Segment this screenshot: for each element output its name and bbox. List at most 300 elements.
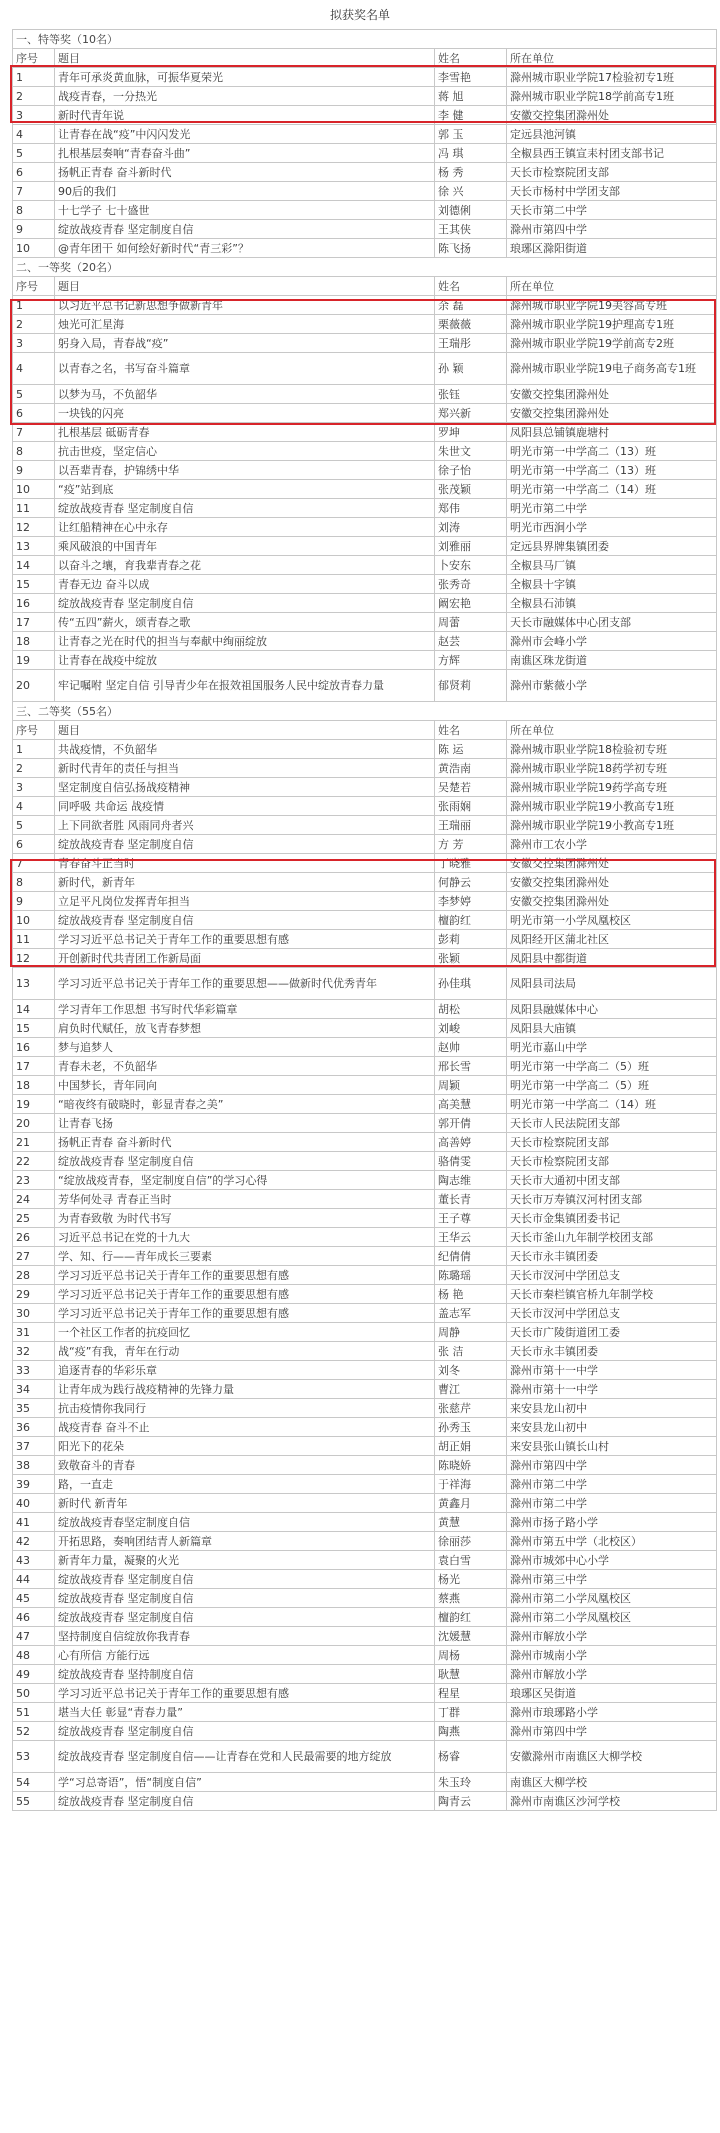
row-seq: 46 <box>13 1608 55 1627</box>
row-name: 纪倩倩 <box>435 1247 507 1266</box>
row-seq: 41 <box>13 1513 55 1532</box>
table-row <box>13 1038 717 1057</box>
table-row <box>13 461 717 480</box>
row-name: 郑兴新 <box>435 404 507 423</box>
row-name: 张颖 <box>435 949 507 968</box>
table-row <box>13 182 717 201</box>
section-heading: 一、特等奖（10名） <box>13 30 717 49</box>
row-seq: 26 <box>13 1228 55 1247</box>
row-unit: 滁州市第二中学 <box>507 1494 717 1513</box>
row-unit: 全椒县十字镇 <box>507 575 717 594</box>
row-name: 胡松 <box>435 1000 507 1019</box>
row-title: 新时代青年说 <box>55 106 435 125</box>
row-title: 一个社区工作者的抗疫回忆 <box>55 1323 435 1342</box>
table-row <box>13 1095 717 1114</box>
row-unit: 天长市釜山九年制学校团支部 <box>507 1228 717 1247</box>
row-seq: 5 <box>13 816 55 835</box>
row-seq: 16 <box>13 1038 55 1057</box>
row-unit: 滁州市第二中学 <box>507 1475 717 1494</box>
row-title: 扎根基层 砥砺青春 <box>55 423 435 442</box>
row-unit: 滁州城市职业学院19小教高专1班 <box>507 797 717 816</box>
row-title: 新时代 新青年 <box>55 1494 435 1513</box>
section-heading-row <box>13 30 717 49</box>
row-title: 绽放战疫青春 坚持制度自信 <box>55 1665 435 1684</box>
row-unit: 天长市金集镇团委书记 <box>507 1209 717 1228</box>
row-seq: 4 <box>13 125 55 144</box>
row-seq: 2 <box>13 315 55 334</box>
row-seq: 24 <box>13 1190 55 1209</box>
row-name: 胡正娟 <box>435 1437 507 1456</box>
row-seq: 9 <box>13 892 55 911</box>
row-title: 让青春在战“疫”中闪闪发光 <box>55 125 435 144</box>
row-seq: 14 <box>13 1000 55 1019</box>
row-name: 郑伟 <box>435 499 507 518</box>
table-row <box>13 385 717 404</box>
row-title: 绽放战疫青春 坚定制度自信 <box>55 1152 435 1171</box>
section-heading: 二、一等奖（20名） <box>13 258 717 277</box>
row-seq: 49 <box>13 1665 55 1684</box>
row-name: 盖志军 <box>435 1304 507 1323</box>
row-seq: 8 <box>13 201 55 220</box>
header-name: 姓名 <box>435 721 507 740</box>
row-unit: 天长市第二中学 <box>507 201 717 220</box>
row-seq: 2 <box>13 759 55 778</box>
row-seq: 51 <box>13 1703 55 1722</box>
row-seq: 8 <box>13 442 55 461</box>
row-title: “疫”站到底 <box>55 480 435 499</box>
table-row <box>13 1475 717 1494</box>
row-title: 新青年力量，凝聚的火光 <box>55 1551 435 1570</box>
row-seq: 3 <box>13 334 55 353</box>
row-seq: 45 <box>13 1589 55 1608</box>
row-title: 战疫青春 奋斗不止 <box>55 1418 435 1437</box>
row-title: 绽放战疫青春坚定制度自信 <box>55 1513 435 1532</box>
header-title: 题目 <box>55 721 435 740</box>
row-name: 陈 运 <box>435 740 507 759</box>
row-seq: 42 <box>13 1532 55 1551</box>
row-title: 让青年成为践行战疫精神的先锋力量 <box>55 1380 435 1399</box>
header-title: 题目 <box>55 277 435 296</box>
row-title: 开拓思路，奏响团结青人新篇章 <box>55 1532 435 1551</box>
row-name: 曹江 <box>435 1380 507 1399</box>
row-title: 同呼吸 共命运 战疫情 <box>55 797 435 816</box>
row-unit: 滁州市南谯区沙河学校 <box>507 1792 717 1811</box>
table-header-row <box>13 49 717 68</box>
row-name: 陈璐瑶 <box>435 1266 507 1285</box>
row-title: 以奋斗之壤，育我辈青春之花 <box>55 556 435 575</box>
table-row <box>13 1570 717 1589</box>
row-unit: 滁州市城郊中心小学 <box>507 1551 717 1570</box>
row-title: 绽放战疫青春 坚定制度自信——让青春在党和人民最需要的地方绽放 <box>55 1741 435 1773</box>
row-seq: 5 <box>13 144 55 163</box>
row-unit: 天长市秦栏镇官桥九年制学校 <box>507 1285 717 1304</box>
row-seq: 27 <box>13 1247 55 1266</box>
header-name: 姓名 <box>435 49 507 68</box>
row-title: 躬身入局，青春战“疫” <box>55 334 435 353</box>
row-name: 郁贤莉 <box>435 670 507 702</box>
row-seq: 17 <box>13 1057 55 1076</box>
row-seq: 5 <box>13 385 55 404</box>
row-name: 彭莉 <box>435 930 507 949</box>
table-row <box>13 1190 717 1209</box>
row-title: 路，一直走 <box>55 1475 435 1494</box>
table-row <box>13 296 717 315</box>
row-seq: 10 <box>13 239 55 258</box>
section-heading-row <box>13 258 717 277</box>
row-name: 黄鑫月 <box>435 1494 507 1513</box>
row-name: 郭开倩 <box>435 1114 507 1133</box>
row-name: 骆倩雯 <box>435 1152 507 1171</box>
table-row <box>13 315 717 334</box>
row-unit: 凤阳县司法局 <box>507 968 717 1000</box>
row-name: 张雨娴 <box>435 797 507 816</box>
table-row <box>13 404 717 423</box>
table-row <box>13 797 717 816</box>
row-seq: 47 <box>13 1627 55 1646</box>
row-title: 烛光可汇星海 <box>55 315 435 334</box>
row-name: 丁晓雅 <box>435 854 507 873</box>
row-name: 郭 玉 <box>435 125 507 144</box>
table-row <box>13 1000 717 1019</box>
row-seq: 43 <box>13 1551 55 1570</box>
row-unit: 滁州市第十一中学 <box>507 1361 717 1380</box>
table-row <box>13 1513 717 1532</box>
row-title: 战“疫”有我，青年在行动 <box>55 1342 435 1361</box>
table-row <box>13 1228 717 1247</box>
row-seq: 22 <box>13 1152 55 1171</box>
table-row <box>13 1437 717 1456</box>
row-name: 耿慧 <box>435 1665 507 1684</box>
table-row <box>13 1418 717 1437</box>
row-name: 刘德俐 <box>435 201 507 220</box>
row-name: 李 健 <box>435 106 507 125</box>
row-name: 杨光 <box>435 1570 507 1589</box>
row-unit: 天长市汊河中学团总支 <box>507 1266 717 1285</box>
row-title: 新时代，新青年 <box>55 873 435 892</box>
row-unit: 来安县龙山初中 <box>507 1399 717 1418</box>
row-unit: 滁州市会峰小学 <box>507 632 717 651</box>
row-name: 刘雅丽 <box>435 537 507 556</box>
row-title: 绽放战疫青春 坚定制度自信 <box>55 835 435 854</box>
row-title: 让青春飞扬 <box>55 1114 435 1133</box>
row-name: 陈飞扬 <box>435 239 507 258</box>
document-title: 拟获奖名单 <box>329 8 390 22</box>
table-row <box>13 1532 717 1551</box>
row-seq: 7 <box>13 854 55 873</box>
row-title: 抗击疫情你我同行 <box>55 1399 435 1418</box>
row-unit: 天长市融媒体中心团支部 <box>507 613 717 632</box>
row-seq: 4 <box>13 797 55 816</box>
row-name: 高美慧 <box>435 1095 507 1114</box>
row-seq: 48 <box>13 1646 55 1665</box>
row-seq: 10 <box>13 911 55 930</box>
row-title: 绽放战疫青春 坚定制度自信 <box>55 1792 435 1811</box>
row-unit: 天长市杨村中学团支部 <box>507 182 717 201</box>
row-unit: 明光市西涧小学 <box>507 518 717 537</box>
row-unit: 明光市第一中学高二（13）班 <box>507 442 717 461</box>
row-seq: 19 <box>13 651 55 670</box>
table-row <box>13 239 717 258</box>
table-row <box>13 1589 717 1608</box>
row-name: 蒋 旭 <box>435 87 507 106</box>
row-seq: 44 <box>13 1570 55 1589</box>
section-heading: 三、二等奖（55名） <box>13 702 717 721</box>
row-name: 黄浩南 <box>435 759 507 778</box>
row-name: 董长青 <box>435 1190 507 1209</box>
table-row <box>13 334 717 353</box>
row-unit: 滁州城市职业学院18检验初专班 <box>507 740 717 759</box>
row-seq: 8 <box>13 873 55 892</box>
row-unit: 天长市大通初中团支部 <box>507 1171 717 1190</box>
row-unit: 明光市嘉山中学 <box>507 1038 717 1057</box>
row-name: 冯 琪 <box>435 144 507 163</box>
table-row <box>13 949 717 968</box>
table-row <box>13 1133 717 1152</box>
table-row <box>13 1114 717 1133</box>
row-seq: 31 <box>13 1323 55 1342</box>
row-unit: 明光市第一中学高二（14）班 <box>507 1095 717 1114</box>
row-seq: 17 <box>13 613 55 632</box>
row-seq: 16 <box>13 594 55 613</box>
row-name: 于祥海 <box>435 1475 507 1494</box>
row-title: 扬帆正青春 奋斗新时代 <box>55 1133 435 1152</box>
row-seq: 6 <box>13 835 55 854</box>
table-row <box>13 1456 717 1475</box>
row-unit: 滁州城市职业学院19小教高专1班 <box>507 816 717 835</box>
row-seq: 14 <box>13 556 55 575</box>
table-row <box>13 1399 717 1418</box>
table-row <box>13 87 717 106</box>
table-row <box>13 1247 717 1266</box>
row-unit: 明光市第一中学高二（5）班 <box>507 1057 717 1076</box>
table-row <box>13 911 717 930</box>
table-row <box>13 1266 717 1285</box>
row-name: 罗坤 <box>435 423 507 442</box>
row-title: 让红船精神在心中永存 <box>55 518 435 537</box>
row-seq: 53 <box>13 1741 55 1773</box>
row-unit: 滁州市琅琊路小学 <box>507 1703 717 1722</box>
row-unit: 滁州城市职业学院19美容高专班 <box>507 296 717 315</box>
row-name: 余 磊 <box>435 296 507 315</box>
row-seq: 18 <box>13 1076 55 1095</box>
row-title: 学习习近平总书记关于青年工作的重要思想有感 <box>55 1285 435 1304</box>
row-title: 阳光下的花朵 <box>55 1437 435 1456</box>
row-seq: 1 <box>13 68 55 87</box>
row-unit: 全椒县石沛镇 <box>507 594 717 613</box>
row-title: 青春奋斗正当时 <box>55 854 435 873</box>
row-unit: 琅琊区吴街道 <box>507 1684 717 1703</box>
table-row <box>13 1076 717 1095</box>
row-title: 学习习近平总书记关于青年工作的重要思想有感 <box>55 930 435 949</box>
row-unit: 来安县龙山初中 <box>507 1418 717 1437</box>
row-name: 张秀奇 <box>435 575 507 594</box>
row-seq: 15 <box>13 1019 55 1038</box>
row-name: 张钰 <box>435 385 507 404</box>
row-unit: 滁州市城南小学 <box>507 1646 717 1665</box>
row-name: 栗薇薇 <box>435 315 507 334</box>
row-title: 牢记嘱咐 坚定自信 引导青少年在报效祖国服务人民中绽放青春力量 <box>55 670 435 702</box>
row-name: 杨 艳 <box>435 1285 507 1304</box>
section-heading-row <box>13 702 717 721</box>
row-unit: 滁州城市职业学院18学前高专1班 <box>507 87 717 106</box>
row-name: 陶燕 <box>435 1722 507 1741</box>
row-title: “绽放战疫青春，坚定制度自信”的学习心得 <box>55 1171 435 1190</box>
row-name: 杨睿 <box>435 1741 507 1773</box>
row-unit: 天长市人民法院团支部 <box>507 1114 717 1133</box>
row-unit: 南谯区大柳学校 <box>507 1773 717 1792</box>
table-row <box>13 1304 717 1323</box>
row-seq: 12 <box>13 949 55 968</box>
row-seq: 34 <box>13 1380 55 1399</box>
row-title: 绽放战疫青春 坚定制度自信 <box>55 220 435 239</box>
table-row <box>13 1171 717 1190</box>
row-name: 周静 <box>435 1323 507 1342</box>
table-row <box>13 68 717 87</box>
row-title: 中国梦长，青年同向 <box>55 1076 435 1095</box>
row-name: 陈晓娇 <box>435 1456 507 1475</box>
row-unit: 滁州市第四中学 <box>507 220 717 239</box>
row-unit: 滁州市第三中学 <box>507 1570 717 1589</box>
row-unit: 滁州城市职业学院19护理高专1班 <box>507 315 717 334</box>
row-unit: 定远县池河镇 <box>507 125 717 144</box>
row-title: 上下同欲者胜 风雨同舟者兴 <box>55 816 435 835</box>
row-unit: 天长市检察院团支部 <box>507 163 717 182</box>
row-unit: 明光市第二中学 <box>507 499 717 518</box>
row-title: 绽放战疫青春 坚定制度自信 <box>55 499 435 518</box>
row-name: 杨 秀 <box>435 163 507 182</box>
row-seq: 33 <box>13 1361 55 1380</box>
row-unit: 滁州城市职业学院19电子商务高专1班 <box>507 353 717 385</box>
row-seq: 52 <box>13 1722 55 1741</box>
table-row <box>13 816 717 835</box>
table-row <box>13 873 717 892</box>
row-title: 一块钱的闪亮 <box>55 404 435 423</box>
row-seq: 18 <box>13 632 55 651</box>
row-title: 心有所信 方能行远 <box>55 1646 435 1665</box>
row-seq: 28 <box>13 1266 55 1285</box>
row-name: 沈媛慧 <box>435 1627 507 1646</box>
row-name: 程星 <box>435 1684 507 1703</box>
row-unit: 凤阳经开区蒲北社区 <box>507 930 717 949</box>
table-row <box>13 1380 717 1399</box>
table-row <box>13 1342 717 1361</box>
row-title: 以梦为马，不负韶华 <box>55 385 435 404</box>
row-seq: 2 <box>13 87 55 106</box>
row-name: 徐丽莎 <box>435 1532 507 1551</box>
row-title: 绽放战疫青春 坚定制度自信 <box>55 1589 435 1608</box>
row-title: 绽放战疫青春 坚定制度自信 <box>55 1608 435 1627</box>
header-unit: 所在单位 <box>507 721 717 740</box>
table-row <box>13 632 717 651</box>
row-seq: 19 <box>13 1095 55 1114</box>
table-row <box>13 1494 717 1513</box>
table-row <box>13 740 717 759</box>
table-row <box>13 201 717 220</box>
row-unit: 滁州市紫薇小学 <box>507 670 717 702</box>
row-title: 以吾辈青春，护锦绣中华 <box>55 461 435 480</box>
row-name: 刘冬 <box>435 1361 507 1380</box>
table-row <box>13 651 717 670</box>
row-title: 绽放战疫青春 坚定制度自信 <box>55 594 435 613</box>
row-unit: 凤阳县总铺镇鹿塘村 <box>507 423 717 442</box>
row-unit: 滁州市第二小学凤凰校区 <box>507 1608 717 1627</box>
row-name: 朱世文 <box>435 442 507 461</box>
row-seq: 9 <box>13 220 55 239</box>
table-row <box>13 968 717 1000</box>
row-name: 孙 颖 <box>435 353 507 385</box>
table-row <box>13 556 717 575</box>
row-name: 檀韵红 <box>435 911 507 930</box>
row-seq: 21 <box>13 1133 55 1152</box>
row-name: 吴楚若 <box>435 778 507 797</box>
row-title: 学“习总寄语”，悟“制度自信” <box>55 1773 435 1792</box>
row-unit: 安徽交控集团滁州处 <box>507 873 717 892</box>
table-row <box>13 1551 717 1570</box>
row-name: 邢长雪 <box>435 1057 507 1076</box>
table-row <box>13 537 717 556</box>
table-row <box>13 670 717 702</box>
row-title: 肩负时代赋任，放飞青春梦想 <box>55 1019 435 1038</box>
table-header-row <box>13 721 717 740</box>
header-title: 题目 <box>55 49 435 68</box>
row-name: 王华云 <box>435 1228 507 1247</box>
table-row <box>13 1152 717 1171</box>
table-row <box>13 835 717 854</box>
row-name: 张茂颖 <box>435 480 507 499</box>
row-name: 阚宏艳 <box>435 594 507 613</box>
row-title: 梦与追梦人 <box>55 1038 435 1057</box>
table-row <box>13 575 717 594</box>
table-row <box>13 1627 717 1646</box>
row-name: 方辉 <box>435 651 507 670</box>
table-row <box>13 1684 717 1703</box>
row-seq: 20 <box>13 670 55 702</box>
table-row <box>13 854 717 873</box>
row-title: 让青春在战疫中绽放 <box>55 651 435 670</box>
row-unit: 凤阳县中都街道 <box>507 949 717 968</box>
row-seq: 39 <box>13 1475 55 1494</box>
table-row <box>13 353 717 385</box>
row-seq: 50 <box>13 1684 55 1703</box>
header-unit: 所在单位 <box>507 49 717 68</box>
row-seq: 36 <box>13 1418 55 1437</box>
row-name: 赵帅 <box>435 1038 507 1057</box>
row-seq: 37 <box>13 1437 55 1456</box>
row-unit: 天长市广陵街道团工委 <box>507 1323 717 1342</box>
row-seq: 13 <box>13 537 55 556</box>
row-title: 学习青年工作思想 书写时代华彩篇章 <box>55 1000 435 1019</box>
row-unit: 滁州城市职业学院19学前高专2班 <box>507 334 717 353</box>
row-title: 绽放战疫青春 坚定制度自信 <box>55 1570 435 1589</box>
row-unit: 天长市永丰镇团委 <box>507 1342 717 1361</box>
row-seq: 40 <box>13 1494 55 1513</box>
table-row <box>13 759 717 778</box>
row-unit: 滁州市第四中学 <box>507 1456 717 1475</box>
row-title: 芳华何处寻 青春正当时 <box>55 1190 435 1209</box>
row-name: 方 芳 <box>435 835 507 854</box>
row-name: 王子尊 <box>435 1209 507 1228</box>
row-name: 王瑞丽 <box>435 816 507 835</box>
row-unit: 凤阳县融媒体中心 <box>507 1000 717 1019</box>
row-title: 学习习近平总书记关于青年工作的重要思想有感 <box>55 1304 435 1323</box>
row-seq: 7 <box>13 423 55 442</box>
table-row <box>13 1703 717 1722</box>
table-row <box>13 1741 717 1773</box>
row-unit: 安徽交控集团滁州处 <box>507 854 717 873</box>
row-name: 孙秀玉 <box>435 1418 507 1437</box>
row-seq: 38 <box>13 1456 55 1475</box>
row-seq: 23 <box>13 1171 55 1190</box>
